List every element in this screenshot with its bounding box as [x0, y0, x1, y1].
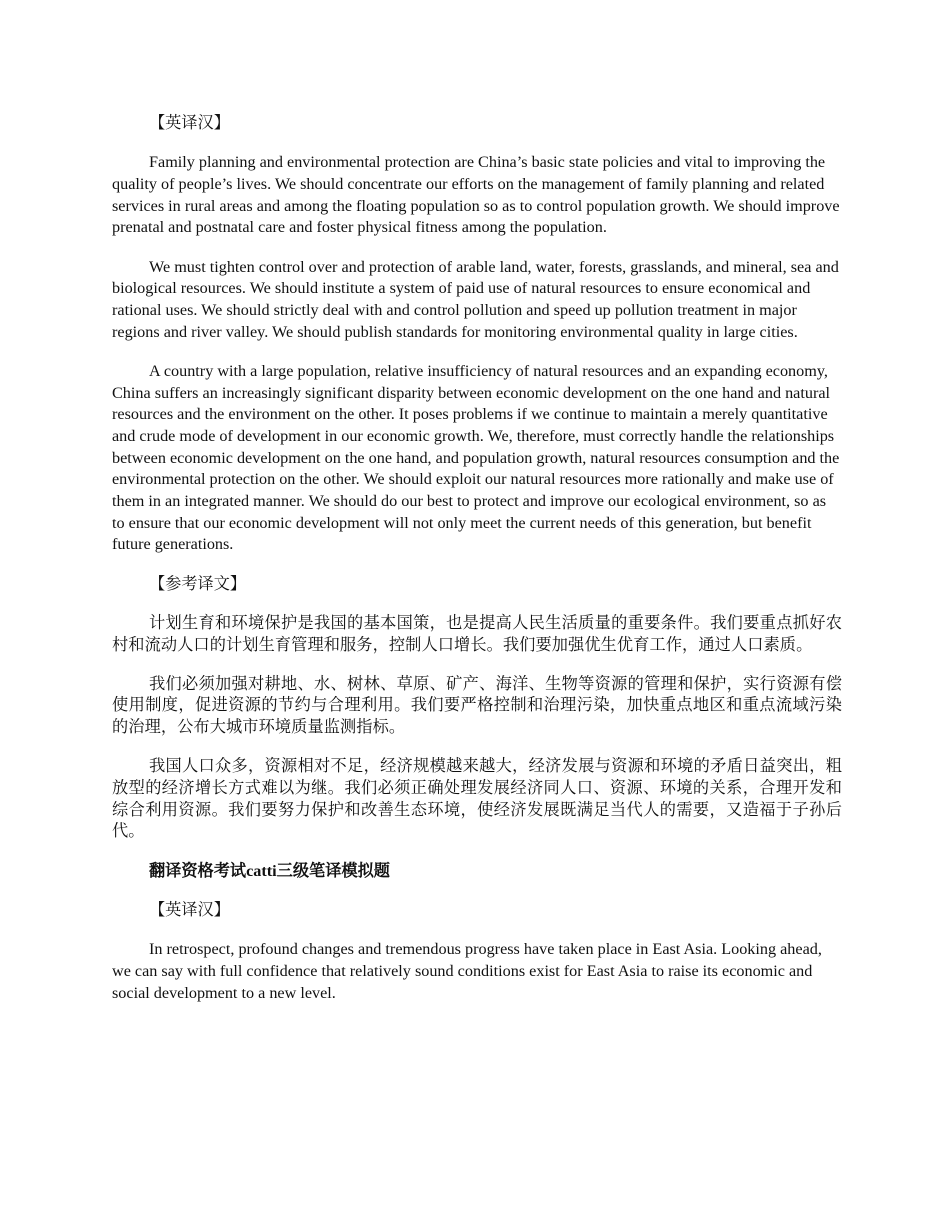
chinese-paragraph-1: 计划生育和环境保护是我国的基本国策，也是提高人民生活质量的重要条件。我们要重点抓好农村和流动人口的计划生育管理和服务，控制人口增长。我们要加强优生优育工作，通过人口素质。 [112, 613, 842, 654]
chinese-paragraph-2: 我们必须加强对耕地、水、树林、草原、矿产、海洋、生物等资源的管理和保护，实行资源有偿使用制度，促进资源的节约与合理利用。我们要严格控制和治理污染，加快重点地区和重点流域污染的治理，公布大城市环境质量监测指标。 [112, 674, 842, 737]
english-paragraph-3: A country with a large population, relative insufficiency of natural resources and an expanding economy, China suffers an increasingly significant disparity between economic development on the one hand and natural resources and the environment on the other. It poses problems if we continue to maintain a merely quantitative and crude mode of development in our economic growth. We, therefore, must correctly handle the relationships between economic development on the one hand, and population growth, natural resources consumption and the environmental protection on the other. We should exploit our natural resources more rationally and make use of them in an integrated manner. We should do our best to protect and improve our ecological environment, so as to ensure that our economic development will not only meet the current needs of this generation, but benefit future generations. [112, 361, 840, 554]
english-paragraph-2: We must tighten control over and protection of arable land, water, forests, grasslands, and mineral, sea and biological resources. We should institute a system of paid use of natural resources to ensure economical and rational uses. We should strictly deal with and control pollution and speed up pollution treatment in major regions and river valley. We should publish standards for monitoring environmental quality in large cities. [112, 257, 839, 341]
english-paragraph-4: In retrospect, profound changes and tremendous progress have taken place in East Asia. Looking ahead, we can say with full confidence that relatively sound conditions exist for East Asia to raise its economic and social development to a new level. [112, 940, 822, 1002]
document-page [112, 113, 842, 1022]
section-label-english-to-chinese-2: 【英译汉】 [149, 900, 230, 919]
section-label-english-to-chinese: 【英译汉】 [149, 114, 230, 132]
chinese-paragraph-3: 我国人口众多，资源相对不足，经济规模越来越大，经济发展与资源和环境的矛盾日益突出，粗放型的经济增长方式难以为继。我们必须正确处理发展经济同人口、资源、环境的关系，合理开发和综合利用资源。我们要努力保护和改善生态环境，使经济发展既满足当代人的需要，又造福于子孙后代。 [112, 757, 842, 841]
section-label-reference-translation: 【参考译文】 [149, 574, 247, 593]
exam-heading: 翻译资格考试catti三级笔译模拟题 [149, 861, 390, 880]
english-paragraph-1: Family planning and environmental protection are China’s basic state policies and vital to improving the quality of people’s lives. We should concentrate our efforts on the management of family planning and related services in rural areas and among the floating population so as to control population growth. We should improve prenatal and postnatal care and foster physical fitness among the population. [112, 153, 840, 237]
